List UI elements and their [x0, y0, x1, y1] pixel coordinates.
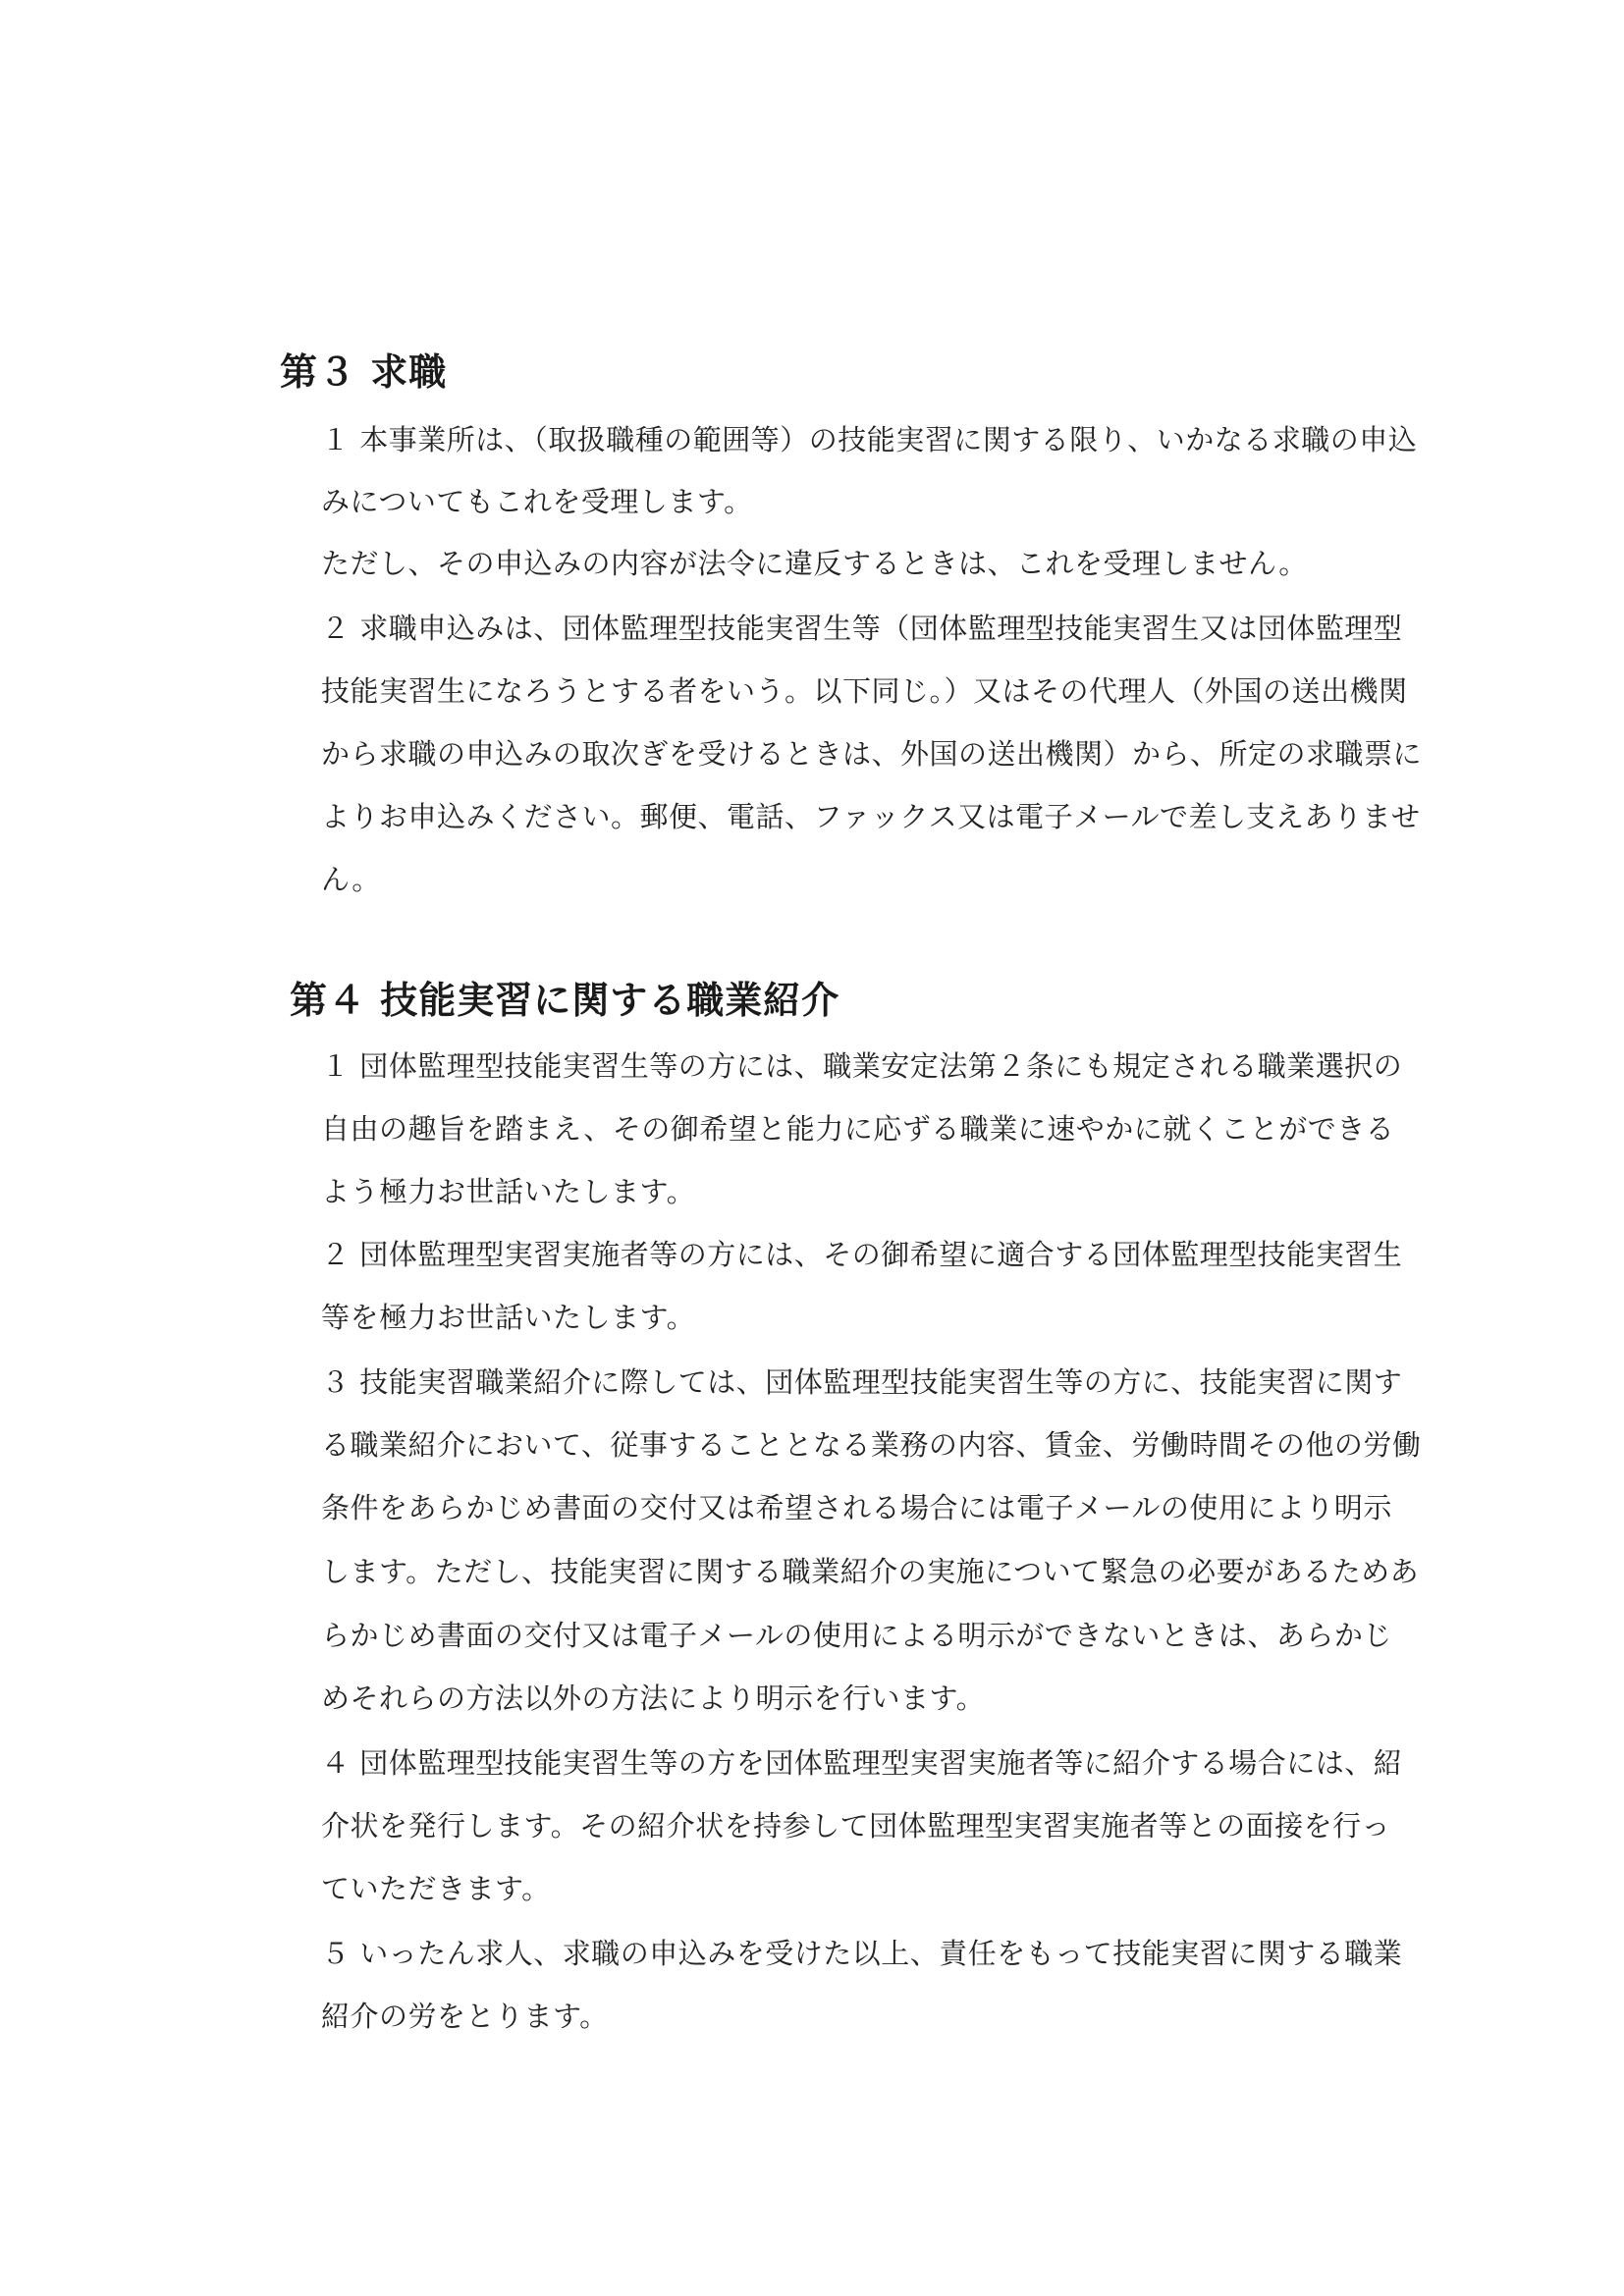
section-4-line: る職業紹介において、従事することとなる業務の内容、賃金、労働時間その他の労働: [321, 1428, 1422, 1462]
section-4-line: ２ 団体監理型実習実施者等の方には、その御希望に適合する団体監理型技能実習生: [321, 1238, 1403, 1271]
section-3-line: ん。: [321, 863, 381, 896]
section-4-line: 自由の趣旨を踏まえ、その御希望と能力に応ずる職業に速やかに就くことができる: [321, 1112, 1395, 1146]
section-4-heading: 第４ 技能実習に関する職業紹介: [290, 979, 840, 1022]
section-4-line: よう極力お世話いたします。: [321, 1175, 696, 1208]
section-3-heading: 第３ 求職: [280, 350, 448, 394]
section-4-line: 紹介の労をとります。: [321, 2000, 609, 2033]
section-3-line: 技能実習生になろうとする者をいう。以下同じ。）又はその代理人（外国の送出機関: [321, 674, 1408, 708]
section-4-line: 介状を発行します。その紹介状を持参して団体監理型実習実施者等との面接を行っ: [321, 1809, 1391, 1842]
section-4-line: １ 団体監理型技能実習生等の方には、職業安定法第２条にも規定される職業選択の: [321, 1049, 1403, 1083]
section-4-line: 等を極力お世話いたします。: [321, 1301, 696, 1334]
section-4-line: ３ 技能実習職業紹介に際しては、団体監理型技能実習生等の方に、技能実習に関す: [321, 1365, 1403, 1399]
section-4-line: ５ いったん求人、求職の申込みを受けた以上、責任をもって技能実習に関する職業: [321, 1937, 1403, 1970]
section-4-line: 条件をあらかじめ書面の交付又は希望される場合には電子メールの使用により明示: [321, 1491, 1392, 1524]
section-3-line: ただし、その申込みの内容が法令に違反するときは、これを受理しません。: [321, 547, 1308, 580]
section-3-line: ２ 求職申込みは、団体監理型技能実習生等（団体監理型技能実習生又は団体監理型: [321, 612, 1403, 645]
section-4-line: ていただきます。: [321, 1872, 551, 1905]
section-3-line: よりお申込みください。郵便、電話、ファックス又は電子メールで差し支えありませ: [321, 800, 1421, 833]
section-3-line: から求職の申込みの取次ぎを受けるときは、外国の送出機関）から、所定の求職票に: [321, 737, 1423, 771]
section-4-line: します。ただし、技能実習に関する職業紹介の実施について緊急の必要があるためあ: [321, 1555, 1420, 1588]
section-4-line: めそれらの方法以外の方法により明示を行います。: [321, 1682, 986, 1715]
section-4-line: ４ 団体監理型技能実習生等の方を団体監理型実習実施者等に紹介する場合には、紹: [321, 1746, 1403, 1780]
section-4-line: らかじめ書面の交付又は電子メールの使用による明示ができないときは、あらかじ: [321, 1619, 1392, 1652]
section-3-line: １ 本事業所は、（取扱職種の範囲等）の技能実習に関する限り、いかなる求職の申込: [321, 423, 1418, 456]
section-3-line: みについてもこれを受理します。: [321, 485, 753, 518]
